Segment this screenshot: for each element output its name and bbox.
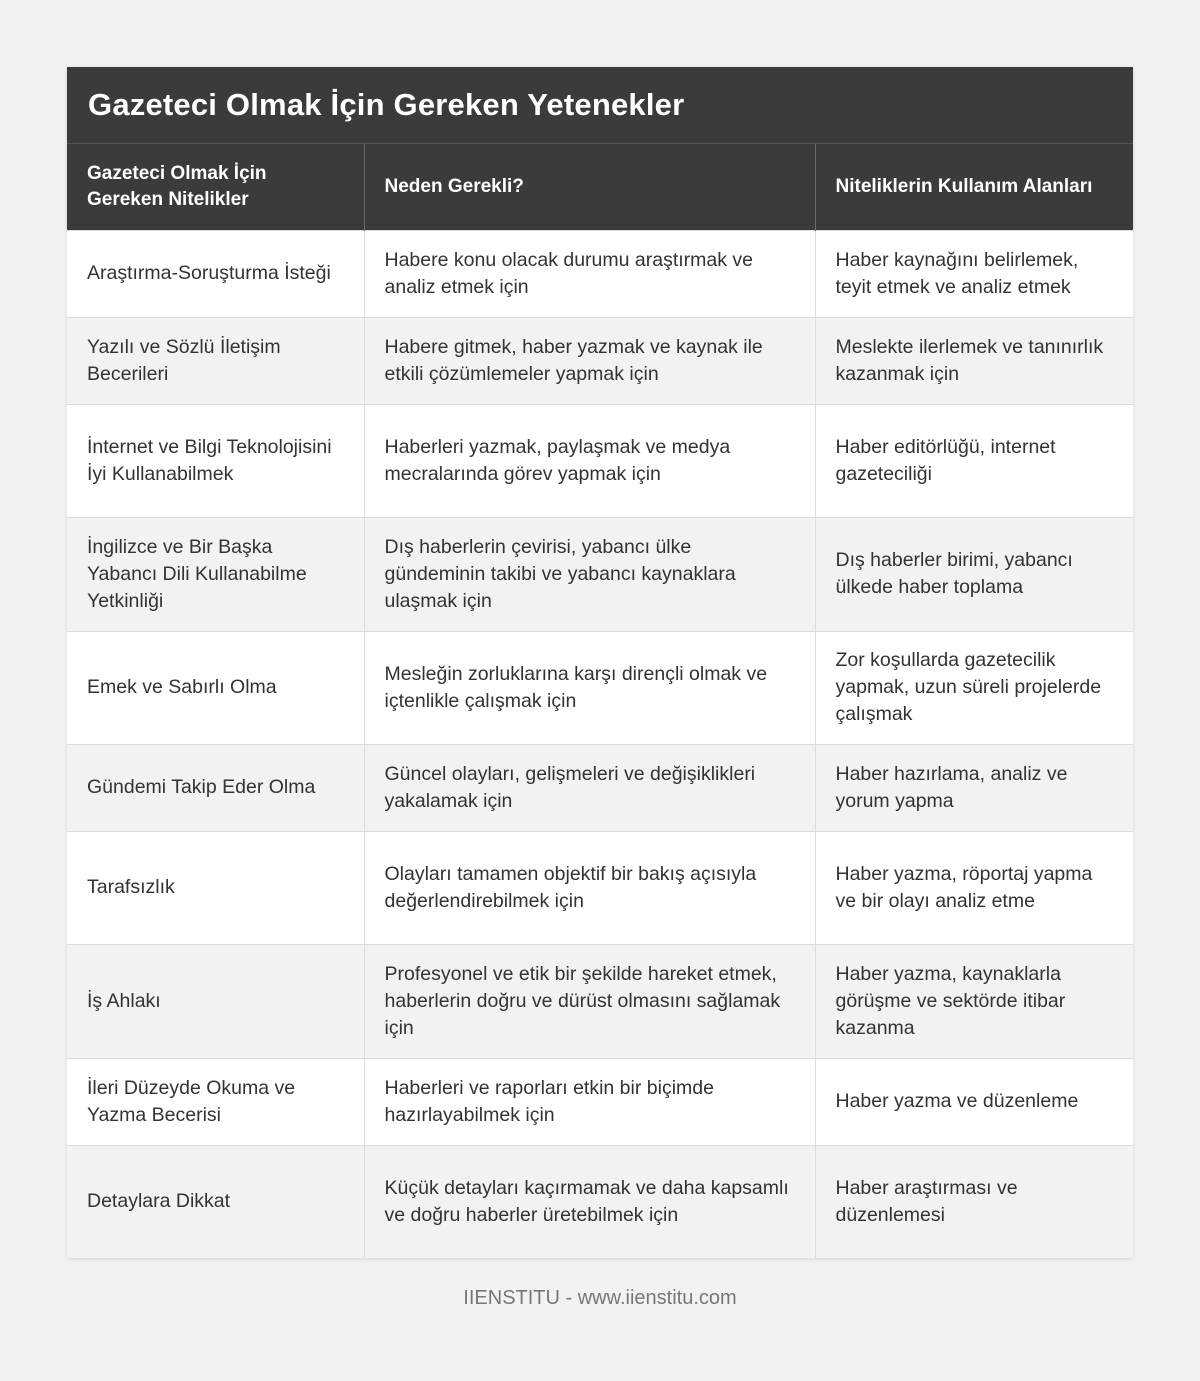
cell-reason: Haberleri yazmak, paylaşmak ve medya mecralarında görev yapmak için [364, 404, 815, 517]
cell-usage: Zor koşullarda gazetecilik yapmak, uzun süreli projelerde çalışmak [815, 631, 1133, 744]
cell-usage: Dış haberler birimi, yabancı ülkede haber toplama [815, 517, 1133, 631]
table-row [67, 317, 1133, 404]
cell-qualification: İnternet ve Bilgi Teknolojisini İyi Kullanabilmek [67, 404, 364, 517]
cell-usage: Meslekte ilerlemek ve tanınırlık kazanmak için [815, 317, 1133, 404]
cell-reason: Olayları tamamen objektif bir bakış açısıyla değerlendirebilmek için [364, 831, 815, 944]
cell-reason: Profesyonel ve etik bir şekilde hareket etmek, haberlerin doğru ve dürüst olmasını sağlamak için [364, 944, 815, 1058]
cell-reason: Habere gitmek, haber yazmak ve kaynak ile etkili çözümlemeler yapmak için [364, 317, 815, 404]
cell-qualification: Emek ve Sabırlı Olma [67, 631, 364, 744]
table-row [67, 230, 1133, 317]
table-title: Gazeteci Olmak İçin Gereken Yetenekler [88, 87, 685, 122]
table-row [67, 517, 1133, 631]
cell-reason: Mesleğin zorluklarına karşı dirençli olmak ve içtenlikle çalışmak için [364, 631, 815, 744]
cell-reason: Güncel olayları, gelişmeleri ve değişiklikleri yakalamak için [364, 744, 815, 831]
table-row [67, 744, 1133, 831]
cell-qualification: İleri Düzeyde Okuma ve Yazma Becerisi [67, 1058, 364, 1145]
table-row [67, 631, 1133, 744]
footer-credit: IIENSTITU - www.iienstitu.com [463, 1287, 737, 1309]
table-row [67, 1058, 1133, 1145]
skills-table [67, 144, 1133, 1258]
cell-usage: Haber kaynağını belirlemek, teyit etmek ve analiz etmek [815, 230, 1133, 317]
cell-qualification: Gündemi Takip Eder Olma [67, 744, 364, 831]
cell-usage: Haber hazırlama, analiz ve yorum yapma [815, 744, 1133, 831]
table-row [67, 944, 1133, 1058]
cell-qualification: Tarafsızlık [67, 831, 364, 944]
cell-reason: Dış haberlerin çevirisi, yabancı ülke gündeminin takibi ve yabancı kaynaklara ulaşmak için [364, 517, 815, 631]
cell-usage: Haber yazma, kaynaklarla görüşme ve sektörde itibar kazanma [815, 944, 1133, 1058]
cell-reason: Haberleri ve raporları etkin bir biçimde hazırlayabilmek için [364, 1058, 815, 1145]
cell-qualification: Yazılı ve Sözlü İletişim Becerileri [67, 317, 364, 404]
cell-qualification: İngilizce ve Bir Başka Yabancı Dili Kullanabilme Yetkinliği [67, 517, 364, 631]
cell-reason: Küçük detayları kaçırmamak ve daha kapsamlı ve doğru haberler üretebilmek için [364, 1145, 815, 1258]
table-row [67, 404, 1133, 517]
table-row [67, 1145, 1133, 1258]
header-qualifications: Gazeteci Olmak İçin Gereken Nitelikler [67, 144, 364, 230]
cell-usage: Haber yazma ve düzenleme [815, 1058, 1133, 1145]
cell-usage: Haber araştırması ve düzenlemesi [815, 1145, 1133, 1258]
cell-reason: Habere konu olacak durumu araştırmak ve analiz etmek için [364, 230, 815, 317]
table-header-row [67, 144, 1133, 230]
cell-usage: Haber editörlüğü, internet gazeteciliği [815, 404, 1133, 517]
cell-qualification: Araştırma-Soruşturma İsteği [67, 230, 364, 317]
cell-qualification: İş Ahlakı [67, 944, 364, 1058]
header-why-needed: Neden Gerekli? [364, 144, 815, 230]
cell-qualification: Detaylara Dikkat [67, 1145, 364, 1258]
cell-usage: Haber yazma, röportaj yapma ve bir olayı analiz etme [815, 831, 1133, 944]
table-row [67, 831, 1133, 944]
skills-table-card [67, 67, 1133, 1258]
table-title-bar [67, 67, 1133, 144]
header-usage-areas: Niteliklerin Kullanım Alanları [815, 144, 1133, 230]
